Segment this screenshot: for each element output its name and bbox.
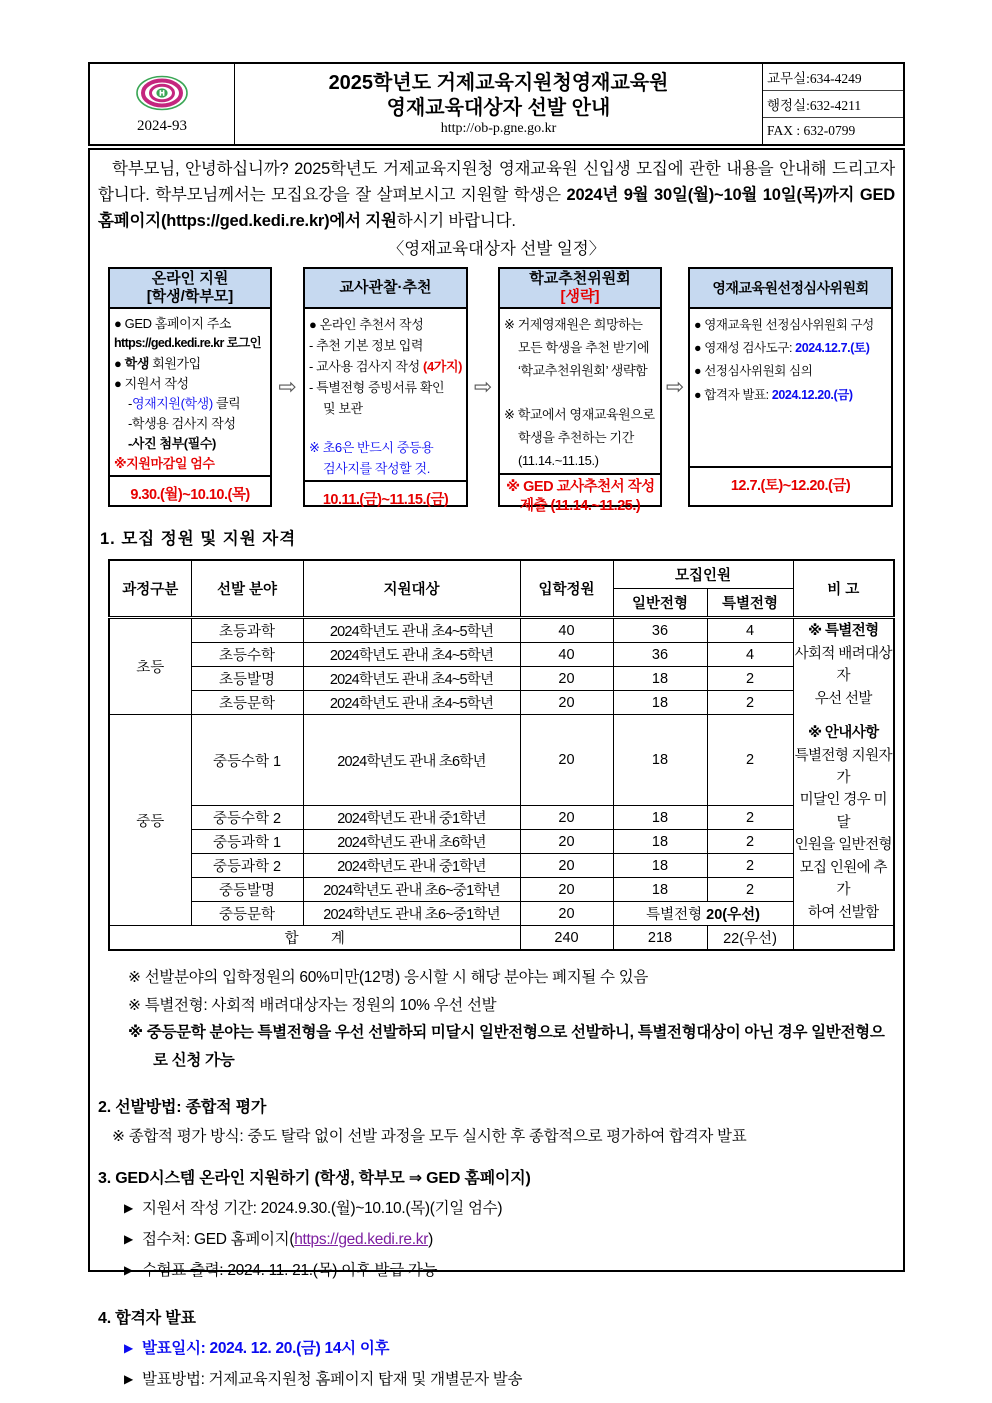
cell-special: 2 xyxy=(707,667,793,691)
remark-line: 사회적 배려대상자 xyxy=(794,645,892,685)
cell-quota: 20 xyxy=(520,878,613,902)
table-row xyxy=(109,691,894,715)
flow-box4-title: 영재교육원선정심사위원회 xyxy=(690,269,891,309)
flow-box1-title xyxy=(110,269,270,309)
intro-text-bold: 2024년 9월 30일(월)~10월 10일(목)까지 GED홈페이지(https://ged.kedi.re.kr)에서 지원 xyxy=(98,186,895,231)
bullet-triangle-icon: ▶ xyxy=(124,1262,133,1277)
cell-target: 2024학년도 관내 초6학년 xyxy=(303,830,520,854)
item-text: 발표일시: 2024. 12. 20.(금) 14시 이후 xyxy=(141,1339,390,1357)
col-header-category: 과정구분 xyxy=(109,560,191,618)
flow-box3-body xyxy=(500,309,660,473)
box1-line-part: 회원가입 xyxy=(149,355,201,371)
cell-target: 2024학년도 관내 초6~중1학년 xyxy=(303,902,520,926)
cell-general: 36 xyxy=(613,643,707,667)
col-header-quota: 입학정원 xyxy=(520,560,613,618)
box1-deadline-warning: ※지원마감일 엄수 xyxy=(114,456,215,472)
section4-items xyxy=(124,1333,895,1395)
flow-box1-body xyxy=(110,309,270,474)
header-contact-cell xyxy=(763,64,903,144)
flow-arrow-spacer xyxy=(468,267,498,507)
flow-box1-period: 9.30.(월)~10.10.(목) xyxy=(110,475,270,514)
box3-title-text: 학교추천위원회 xyxy=(529,269,631,287)
total-quota: 240 xyxy=(520,926,613,951)
box3-line: ※ 학교에서 영재교육원으로 xyxy=(504,407,655,423)
cell-target: 2024학년도 관내 초4~5학년 xyxy=(303,643,520,667)
section2-note: ※ 종합적 평가 방식: 중도 탈락 없이 선발 과정을 모두 실시한 후 종합적으로 평가하여 합격자 발표 xyxy=(112,1127,747,1145)
footnote: ※ 선발분야의 입학정원의 60%미만(12명) 응시할 시 해당 분야는 폐지될 수 있음 xyxy=(128,969,649,987)
box4-line-part: ● 합격자 발표: xyxy=(694,387,772,402)
item-text: 수험표 출력: 2024. 11. 21.(목) 이후 발급 가능 xyxy=(141,1261,438,1279)
box3-line: ※ 거제영재원은 희망하는 xyxy=(504,317,643,333)
cell-quota: 20 xyxy=(520,715,613,806)
remark-line: ※ 특별전형 xyxy=(807,623,879,640)
flow-box4-period: 12.7.(토)~12.20.(금) xyxy=(690,466,891,505)
cell-general: 36 xyxy=(613,618,707,643)
total-remark-empty xyxy=(793,926,894,951)
col-header-field: 선발 분야 xyxy=(191,560,303,618)
cell-field: 중등수학 2 xyxy=(191,806,303,830)
section3-heading: 3. GED시스템 온라인 지원하기 (학생, 학부모 ⇒ GED 홈페이지) xyxy=(98,1169,531,1187)
box1-login-url: https://ged.kedi.re.kr 로그인 xyxy=(114,336,262,351)
cell-special: 2 xyxy=(707,691,793,715)
cell-general: 18 xyxy=(613,878,707,902)
table-row xyxy=(109,667,894,691)
total-special: 22(우선) xyxy=(707,926,793,951)
cell-special: 2 xyxy=(707,878,793,902)
remark-line: ※ 안내사항 xyxy=(807,725,879,742)
cell-field: 초등과학 xyxy=(191,618,303,643)
footnote: ※ 특별전형: 사회적 배려대상자는 정원의 10% 우선 선발 xyxy=(128,996,497,1014)
item-text: 접수처: GED 홈페이지( xyxy=(141,1230,295,1248)
box3-line: ‘학교추천위원회’ 생략함 xyxy=(518,362,648,378)
box1-line-part: - xyxy=(128,395,132,411)
cell-field: 초등문학 xyxy=(191,691,303,715)
arrow-right-icon: ⇨ xyxy=(278,374,297,400)
office-url: http://ob-p.gne.go.kr xyxy=(440,120,557,136)
contact-fax: FAX : 632-0799 xyxy=(767,123,856,138)
list-item-announcement-method xyxy=(124,1364,895,1395)
intro-text-1: 학부모님, 안녕하십니까? 2025학년도 거제교육지원청 영재교육원 신입생 모집에 관한 내용을 안내해 드리고자 합니다. 학부모님께서는 모집요강을 잘 살펴보시고 지원할 학생은 xyxy=(98,160,895,205)
list-item-ticket-print xyxy=(124,1255,895,1286)
box2-line: - 추천 기본 정보 입력 xyxy=(309,338,424,354)
box2-line: - 특별전형 증빙서류 확인 xyxy=(309,380,445,396)
remark-line: 우선 선발 xyxy=(814,690,872,707)
box4-line: ● 영재교육원 선정심사위원회 구성 xyxy=(694,318,874,333)
box2-note-line: ※ 초6은 반드시 중등용 xyxy=(309,440,434,456)
cell-general: 18 xyxy=(613,667,707,691)
box4-date: 2024.12.7.(토) xyxy=(795,341,870,356)
ged-website-link[interactable]: https://ged.kedi.re.kr xyxy=(294,1230,429,1248)
table-footnotes xyxy=(128,964,888,1074)
remark-line: 특별전형 지원자가 xyxy=(794,747,892,786)
section2-heading: 2. 선발방법: 종합적 평가 xyxy=(98,1098,267,1116)
cell-general: 18 xyxy=(613,715,707,806)
box3-foot-line1: ※ GED 교사추천서 작성 xyxy=(506,478,655,495)
flow-box-school-committee xyxy=(498,267,662,514)
cell-special: 2 xyxy=(707,854,793,878)
document-header xyxy=(88,62,905,146)
cell-target: 2024학년도 관내 초6학년 xyxy=(303,715,520,806)
cell-target: 2024학년도 관내 초6~중1학년 xyxy=(303,878,520,902)
box3-line: 학생을 추천하는 기간 xyxy=(518,430,634,446)
table-row xyxy=(109,902,894,926)
header-logo-cell xyxy=(90,64,235,144)
cell-special: 2 xyxy=(707,806,793,830)
table-row xyxy=(109,878,894,902)
cell-target: 2024학년도 관내 초4~5학년 xyxy=(303,667,520,691)
box1-line: -사진 첨부(필수) xyxy=(128,436,216,452)
remark-line: 하여 선발함 xyxy=(808,904,879,921)
total-label: 합 계 xyxy=(109,926,520,951)
document-number: 2024-93 xyxy=(137,117,187,134)
cell-target: 2024학년도 관내 초4~5학년 xyxy=(303,618,520,643)
cell-field: 중등과학 1 xyxy=(191,830,303,854)
cell-target: 2024학년도 관내 초4~5학년 xyxy=(303,691,520,715)
flow-box-selection-committee xyxy=(688,267,893,507)
cell-special: 2 xyxy=(707,830,793,854)
cell-quota: 20 xyxy=(520,806,613,830)
header-title-cell xyxy=(235,64,763,144)
section1-heading: 1. 모집 정원 및 지원 자격 xyxy=(100,530,297,549)
box2-line xyxy=(309,356,463,377)
box4-line xyxy=(694,337,888,360)
box2-note-line: 검사지를 작성할 것. xyxy=(323,461,430,477)
box3-line: (11.14.~11.15.) xyxy=(518,452,599,468)
table-row xyxy=(109,806,894,830)
bullet-triangle-icon: ▶ xyxy=(124,1200,133,1215)
flow-box4-body xyxy=(690,309,891,466)
flow-box-online-application xyxy=(108,267,272,507)
arrow-right-icon: ⇨ xyxy=(665,374,685,400)
item-text: 지원서 작성 기간: 2024.9.30.(월)~10.10.(목)(기일 엄수) xyxy=(141,1199,503,1217)
flow-box1-title-line2: [학생/학부모] xyxy=(146,288,234,306)
bullet-triangle-icon: ▶ xyxy=(124,1371,133,1386)
cell-general: 18 xyxy=(613,830,707,854)
section4-heading: 4. 합격자 발표 xyxy=(98,1309,196,1327)
cell-quota: 20 xyxy=(520,667,613,691)
box1-line-part: 영재지원(학생) xyxy=(131,395,213,411)
table-row xyxy=(109,643,894,667)
total-general: 218 xyxy=(613,926,707,951)
contact-phone-admin: 행정실:632-4211 xyxy=(763,91,903,118)
box2-line-part: (4가지) xyxy=(423,359,463,375)
page-title-line2: 영재교육대상자 선발 안내 xyxy=(386,96,611,119)
cell-field: 중등문학 xyxy=(191,902,303,926)
cell-special: 4 xyxy=(707,618,793,643)
schedule-section-title: 〈영재교육대상자 선발 일정〉 xyxy=(387,240,606,259)
box1-line: ● GED 홈페이지 주소 xyxy=(114,316,232,332)
special-priority-label: 특별전형 xyxy=(646,907,707,924)
cell-special-priority xyxy=(613,902,793,926)
cell-quota: 20 xyxy=(520,854,613,878)
remark-line: 인원을 일반전형 xyxy=(794,837,892,854)
flow-arrow-spacer xyxy=(272,267,303,507)
table-row xyxy=(109,715,894,806)
cell-target: 2024학년도 관내 중1학년 xyxy=(303,854,520,878)
cell-quota: 40 xyxy=(520,618,613,643)
col-header-special: 특별전형 xyxy=(707,589,793,618)
remark-line: 미달인 경우 미달 xyxy=(799,792,887,831)
document-body xyxy=(88,148,905,1388)
group-middle: 중등 xyxy=(109,715,191,926)
cell-special: 2 xyxy=(707,715,793,806)
group-elementary: 초등 xyxy=(109,618,191,715)
cell-special: 4 xyxy=(707,643,793,667)
table-total-row xyxy=(109,926,894,951)
intro-paragraph xyxy=(98,156,895,234)
box2-line-part: - 교사용 검사지 작성 xyxy=(309,359,424,375)
bullet-triangle-icon: ▶ xyxy=(124,1340,133,1355)
cell-general: 18 xyxy=(613,854,707,878)
col-header-note: 비 고 xyxy=(793,560,894,618)
box2-line: ● 온라인 추천서 작성 xyxy=(309,317,424,333)
cell-field: 중등발명 xyxy=(191,878,303,902)
col-header-recruit-group: 모집인원 xyxy=(613,560,793,589)
box1-line: ● 지원서 작성 xyxy=(114,375,189,391)
flow-box3-title xyxy=(500,269,660,309)
item-text: ) xyxy=(428,1230,433,1248)
flow-box-teacher-recommendation xyxy=(303,267,468,507)
contact-phone-academic: 교무실:634-4249 xyxy=(763,64,903,91)
cell-field: 초등수학 xyxy=(191,643,303,667)
recruitment-table xyxy=(108,559,895,951)
flow-box2-body xyxy=(305,309,466,479)
intro-text-2: 하시기 바랍니다. xyxy=(396,212,516,231)
item-text: 발표방법: 거제교육지원청 홈페이지 탑재 및 개별문자 발송 xyxy=(141,1370,523,1388)
box4-date: 2024.12.20.(금) xyxy=(771,387,853,402)
flow-box2-title: 교사관찰·추천 xyxy=(305,269,466,309)
col-header-general: 일반전형 xyxy=(613,589,707,618)
remark-line: 모집 인원에 추가 xyxy=(799,859,887,899)
cell-quota: 20 xyxy=(520,902,613,926)
flow-box3-period xyxy=(500,473,660,519)
box1-line-part: ● xyxy=(114,355,125,371)
box1-line xyxy=(114,394,267,414)
cell-quota: 40 xyxy=(520,643,613,667)
box3-foot-line2: 제출 (11.14.~11.25.) xyxy=(520,497,641,514)
table-row xyxy=(109,854,894,878)
list-item-submission-site xyxy=(124,1224,895,1255)
flow-arrow-spacer xyxy=(662,267,688,507)
flow-box1-title-line1: 온라인 지원 xyxy=(151,269,229,287)
cell-field: 초등발명 xyxy=(191,667,303,691)
table-row xyxy=(109,618,894,643)
list-item-application-period xyxy=(124,1193,895,1224)
remark-cell xyxy=(793,618,894,926)
footnote: ※ 중등문학 분야는 특별전형을 우선 선발하되 미달시 일반전형으로 선발하니, 특별전형대상이 아닌 경우 일반전형으로 신청 가능 xyxy=(128,1024,885,1070)
bullet-triangle-icon: ▶ xyxy=(124,1231,133,1246)
cell-quota: 20 xyxy=(520,830,613,854)
box2-line: 및 보관 xyxy=(323,401,363,417)
table-header-row1 xyxy=(109,560,894,589)
arrow-right-icon: ⇨ xyxy=(473,374,493,400)
col-header-target: 지원대상 xyxy=(303,560,520,618)
box1-line xyxy=(114,354,267,374)
cell-general: 18 xyxy=(613,691,707,715)
box4-line-part: ● 영재성 검사도구: xyxy=(694,341,796,356)
box3-title-omitted: [생략] xyxy=(560,288,600,306)
cell-field: 중등수학 1 xyxy=(191,715,303,806)
cell-target: 2024학년도 관내 중1학년 xyxy=(303,806,520,830)
section3-items xyxy=(124,1193,895,1286)
table-row xyxy=(109,830,894,854)
box1-line-part: 학생 xyxy=(124,355,149,371)
box4-line: ● 선정심사위원회 심의 xyxy=(694,364,813,379)
list-item-announcement-time xyxy=(124,1333,895,1364)
cell-quota: 20 xyxy=(520,691,613,715)
box3-line: 모든 학생을 추천 받기에 xyxy=(518,339,650,355)
page-title-line1: 2025학년도 거제교육지원청영재교육원 xyxy=(328,72,669,95)
special-priority-count: 20(우선) xyxy=(706,907,760,924)
box1-line-part: 클릭 xyxy=(212,395,241,411)
cell-general: 18 xyxy=(613,806,707,830)
flow-box2-period: 10.11.(금)~11.15.(금) xyxy=(305,480,466,519)
box4-line xyxy=(694,384,888,407)
office-emblem-logo xyxy=(133,74,191,116)
box1-line: -학생용 검사지 작성 xyxy=(128,416,236,432)
selection-schedule-flow xyxy=(108,267,893,514)
cell-field: 중등과학 2 xyxy=(191,854,303,878)
